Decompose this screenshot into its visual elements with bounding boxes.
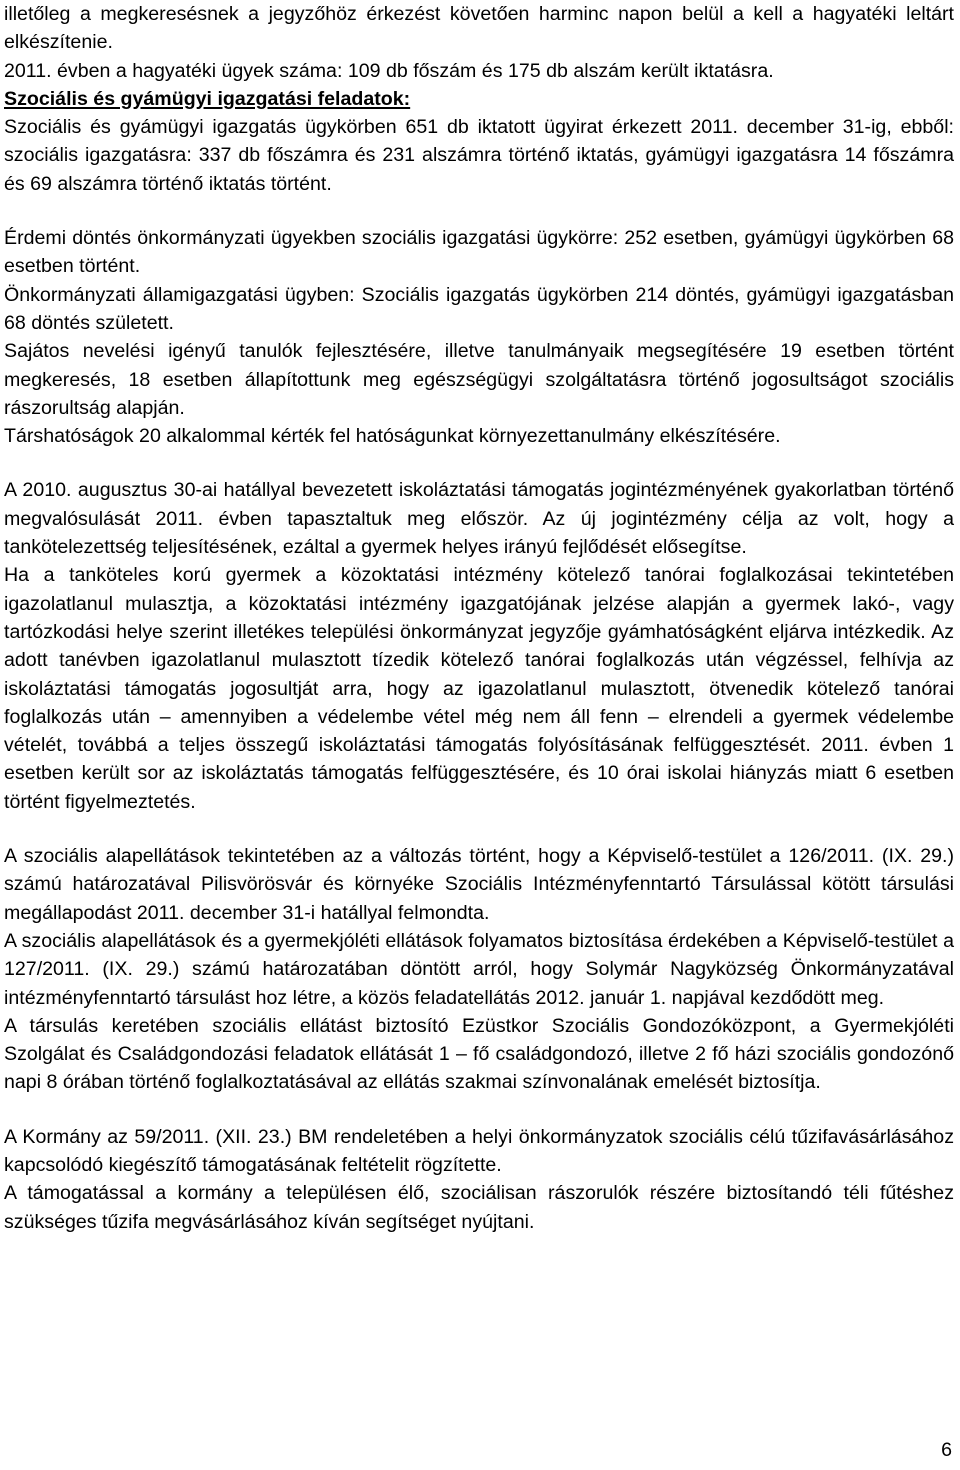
paragraph-substantive-decisions: Érdemi döntés önkormányzati ügyekben szociális igazgatási ügykörre: 252 esetben, gyámügyi ügykörben 68 esetben történt. — [4, 227, 954, 278]
section-heading-social-guardianship: Szociális és gyámügyi igazgatási feladatok: — [4, 87, 411, 110]
paragraph-gap — [4, 198, 954, 224]
paragraph-estate-inventory: illetőleg a megkeresésnek a jegyzőhöz érkezést követően harminc napon belül a kell a hagyatéki leltárt elkészítenie. — [4, 3, 954, 54]
paragraph-firewood-support: A támogatással a kormány a településen élő, szociálisan rászorulók részére biztosítandó téli fűtéshez szükséges tűzifa megvásárlásához kíván segítséget nyújtani. — [4, 1182, 954, 1233]
paragraph-partner-authorities: Társhatóságok 20 alkalommal kérték fel hatóságunkat környezettanulmány elkészítésére. — [4, 425, 781, 448]
document-page — [4, 0, 954, 1236]
paragraph-state-admin-decisions: Önkormányzati államigazgatási ügyben: Szociális igazgatás ügykörben 214 döntés, gyámügyi igazgatásban 68 döntés született. — [4, 283, 954, 334]
paragraph-truancy-procedure: Ha a tanköteles korú gyermek a közoktatási intézmény kötelező tanórai foglalkozásai tekintetében igazolatlanul mulasztja, a közoktatási intézmény igazgatójának jelzése alapján a gyermek lakó-, vagy tartózkodási helye szerint illetékes települési önkormányzat jegyzője gyámhatóságként eljárva intézkedik. Az adott tanévben igazolatlanul mulasztott tízedik kötelező tanórai foglalkozás után végzéssel, felhívja az iskoláztatási támogatás jogosultját arra, hogy az igazolatlanul mulasztott, ötvenedik kötelező tanórai foglalkozás után – amennyiben a védelembe vétel még nem áll fenn – elrendeli a gyermek védelembe vételét, továbbá a teljes összegű iskoláztatási támogatás folyósításának felfüggesztését. 2011. évben 1 esetben került sor az iskoláztatás támogatás felfüggesztésére, és 10 órai iskolai hiányzás miatt 6 esetben történt figyelmeztetés. — [4, 564, 954, 813]
paragraph-gap — [4, 1097, 954, 1123]
paragraph-firewood-decree: A Kormány az 59/2011. (XII. 23.) BM rendeletében a helyi önkormányzatok szociális célú tűzifavásárlásához kapcsolódó kiegészítő támogatásának feltételit rögzítette. — [4, 1125, 954, 1176]
paragraph-special-needs-students: Sajátos nevelési igényű tanulók fejlesztésére, illetve tanulmányaik megsegítésére 19 esetben történt megkeresés, 18 esetben állapítottunk meg egészségügyi szolgáltatásra történő jogosultságot szociális rászorultság alapján. — [4, 340, 954, 419]
paragraph-ezustkor-center: A társulás keretében szociális ellátást biztosító Ezüstkor Szociális Gondozóközpont, a Gyermekjóléti Szolgálat és Családgondozási feladatok ellátását 1 – fő családgondozó, illetve 2 fő házi szociális gondozónő napi 8 órában történő foglalkoztatásával az ellátás szakmai színvonalának emelését biztosítja. — [4, 1014, 954, 1094]
paragraph-solymar-association: A szociális alapellátások és a gyermekjóléti ellátások folyamatos biztosítása érdekében a Képviselő-testület a 127/2011. (IX. 29.) számú határozatában döntött arról, hogy Solymár Nagyközség Önkormányzatával intézményfenntartó társulást hoz létre, a közös feladatellátás 2012. január 1. napjával kezdődött meg. — [4, 929, 954, 1009]
paragraph-filed-documents: Szociális és gyámügyi igazgatás ügykörben 651 db iktatott ügyirat érkezett 2011. december 31-ig, ebből: szociális igazgatásra: 337 db főszámra és 231 alszámra történő iktatás, gyámügyi igazgatásra 14 főszámra és 69 alszámra történő iktatás történt. — [4, 116, 954, 195]
paragraph-basic-services-change: A szociális alapellátások tekintetében az a változás történt, hogy a Képviselő-testület a 126/2011. (IX. 29.) számú határozatával Pilisvörösvár és környéke Szociális Intézményfenntartó Társulással kötött társulási megállapodást 2011. december 31-i hatállyal felmondta. — [4, 845, 954, 924]
paragraph-schooling-support: A 2010. augusztus 30-ai hatállyal bevezetett iskoláztatási támogatás jogintézményének gyakorlatban történő megvalósulását 2011. évben tapasztaltuk meg először. Az új jogintézmény célja az volt, hogy a tankötelezettség teljesítésének, ezáltal a gyermek helyes irányú fejlődését elősegítse. — [4, 479, 954, 559]
paragraph-gap — [4, 816, 954, 842]
paragraph-estate-cases-2011: 2011. évben a hagyatéki ügyek száma: 109 db főszám és 175 db alszám került iktatásra. — [4, 59, 774, 82]
page-number: 6 — [941, 1439, 952, 1461]
paragraph-gap — [4, 450, 954, 476]
